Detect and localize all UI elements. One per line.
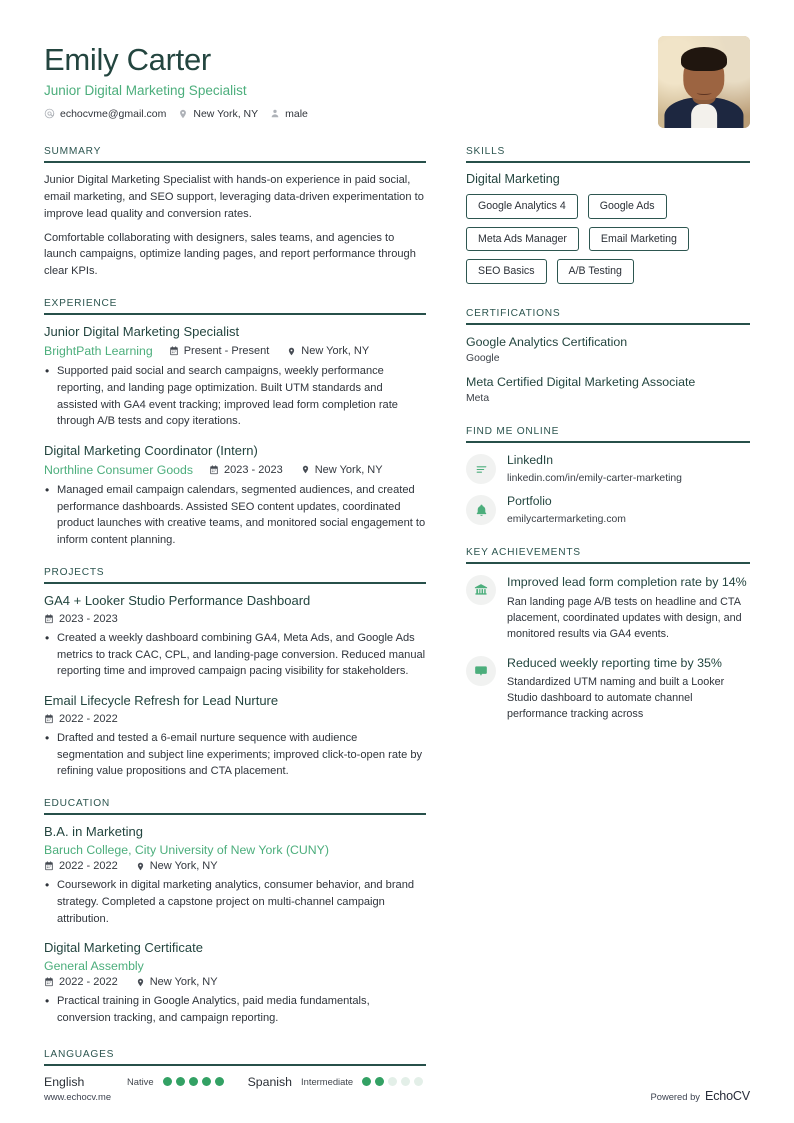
section-heading-education: EDUCATION bbox=[44, 798, 110, 810]
resume-header bbox=[44, 36, 750, 138]
left-column bbox=[44, 138, 426, 1089]
calendar-icon bbox=[209, 465, 219, 475]
calendar-icon bbox=[44, 614, 54, 624]
skill-chip: Google Analytics 4 bbox=[466, 194, 578, 219]
avatar-hair bbox=[681, 47, 727, 71]
footer-website[interactable]: www.echocv.me bbox=[44, 1090, 112, 1102]
skill-group-name: Digital Marketing bbox=[466, 172, 560, 186]
education-bullets bbox=[44, 877, 426, 927]
education-entry bbox=[44, 940, 426, 1026]
section-skills bbox=[466, 146, 750, 284]
bell-icon bbox=[466, 495, 496, 525]
online-link-text bbox=[507, 452, 682, 483]
experience-meta bbox=[44, 344, 426, 358]
contact-email bbox=[44, 108, 166, 120]
dot bbox=[163, 1077, 172, 1086]
language-level: Native bbox=[127, 1076, 154, 1088]
section-heading-projects: PROJECTS bbox=[44, 566, 105, 578]
education-school: Baruch College, City University of New York (CUNY) bbox=[44, 843, 329, 858]
location-pin-icon bbox=[136, 977, 145, 988]
experience-bullets bbox=[44, 482, 426, 549]
avatar bbox=[658, 36, 750, 128]
project-dates-value: 2023 - 2023 bbox=[59, 612, 118, 625]
language-item bbox=[44, 1075, 224, 1089]
project-dates-value: 2022 - 2022 bbox=[59, 712, 118, 725]
certification-item bbox=[466, 334, 750, 364]
experience-company: BrightPath Learning bbox=[44, 344, 153, 359]
section-certifications bbox=[466, 308, 750, 404]
dot bbox=[362, 1077, 371, 1086]
bank-icon bbox=[466, 575, 496, 605]
contact-location bbox=[178, 108, 258, 120]
dot bbox=[215, 1077, 224, 1086]
education-dates bbox=[44, 976, 118, 988]
achievement-title: Reduced weekly reporting time by 35% bbox=[507, 655, 722, 670]
education-dates bbox=[44, 860, 118, 872]
section-rule bbox=[466, 161, 750, 163]
experience-location bbox=[301, 464, 383, 476]
lines-icon bbox=[466, 454, 496, 484]
languages-list bbox=[44, 1075, 426, 1089]
experience-location bbox=[287, 345, 369, 357]
section-find-me-online bbox=[466, 426, 750, 525]
page-title: Emily Carter bbox=[44, 42, 211, 77]
online-link-url[interactable]: linkedin.com/in/emily-carter-marketing bbox=[507, 472, 682, 484]
section-education bbox=[44, 798, 426, 1027]
location-pin-icon bbox=[178, 108, 188, 120]
bullet-item: • Practical training in Google Analytics, paid media fundamentals, conversion tracking, and campaign reporting. bbox=[44, 993, 426, 1027]
project-title: Email Lifecycle Refresh for Lead Nurture bbox=[44, 693, 279, 709]
online-link-portfolio[interactable] bbox=[466, 493, 750, 525]
achievement-item bbox=[466, 654, 750, 723]
bullet-item: • Managed email campaign calendars, segmented audiences, and created performance dashboards. Assisted SEO content updates, coordinated product launches with creative teams, and monitored social engagement to inform content planning. bbox=[44, 482, 426, 549]
project-meta bbox=[44, 713, 426, 725]
experience-dates-value: Present - Present bbox=[183, 345, 270, 358]
avatar-smile bbox=[697, 90, 712, 95]
project-meta bbox=[44, 613, 426, 625]
experience-title: Junior Digital Marketing Specialist bbox=[44, 324, 240, 340]
certification-name: Google Analytics Certification bbox=[466, 335, 628, 350]
experience-meta bbox=[44, 463, 426, 477]
dot bbox=[401, 1077, 410, 1086]
calendar-icon bbox=[44, 977, 54, 987]
bullet-item: • Coursework in digital marketing analytics, consumer behavior, and brand strategy. Completed a capstone project on multi-channel campaign attribution. bbox=[44, 877, 426, 927]
project-entry bbox=[44, 593, 426, 680]
certification-issuer: Google bbox=[466, 353, 500, 365]
contact-location-value: New York, NY bbox=[193, 107, 259, 120]
skill-chip: Google Ads bbox=[588, 194, 667, 219]
education-location-value: New York, NY bbox=[149, 976, 218, 989]
dot bbox=[414, 1077, 423, 1086]
dot bbox=[176, 1077, 185, 1086]
section-heading-experience: EXPERIENCE bbox=[44, 298, 118, 310]
section-rule bbox=[44, 161, 426, 163]
language-proficiency-dots bbox=[362, 1077, 423, 1086]
project-entry bbox=[44, 693, 426, 780]
location-pin-icon bbox=[136, 861, 145, 872]
achievement-description: Standardized UTM naming and built a Looker Studio dashboard to automate channel performance tracking across bbox=[507, 676, 725, 720]
experience-dates bbox=[209, 464, 283, 476]
skill-chip: A/B Testing bbox=[557, 259, 634, 284]
experience-location-value: New York, NY bbox=[314, 463, 383, 476]
summary-paragraph-1: Junior Digital Marketing Specialist with hands-on experience in paid social, email marketing, and SEO support, leveraging data-driven experimentation to improve lead quality and conversion rates. bbox=[44, 174, 424, 220]
section-rule bbox=[466, 323, 750, 325]
skill-chip: Email Marketing bbox=[589, 227, 689, 252]
experience-dates-value: 2023 - 2023 bbox=[224, 463, 283, 476]
contact-email-value: echocvme@gmail.com bbox=[60, 107, 167, 120]
location-pin-icon bbox=[301, 464, 310, 475]
calendar-icon bbox=[44, 714, 54, 724]
summary-paragraph-2: Comfortable collaborating with designers, sales teams, and agencies to launch campaigns, optimize landing pages, and report performance through clear KPIs. bbox=[44, 231, 416, 278]
certification-item bbox=[466, 374, 750, 404]
skill-chip: SEO Basics bbox=[466, 259, 547, 284]
footer-powered-label: Powered by bbox=[650, 1091, 700, 1102]
dot bbox=[375, 1077, 384, 1086]
contact-gender-value: male bbox=[285, 107, 308, 120]
achievement-title: Improved lead form completion rate by 14% bbox=[507, 575, 747, 590]
contact-gender bbox=[270, 108, 308, 120]
language-level: Intermediate bbox=[301, 1076, 354, 1088]
section-heading-find-me-online: FIND ME ONLINE bbox=[466, 426, 560, 438]
dot bbox=[388, 1077, 397, 1086]
experience-location-value: New York, NY bbox=[301, 345, 370, 358]
section-projects bbox=[44, 567, 426, 780]
section-rule bbox=[44, 813, 426, 815]
project-bullets bbox=[44, 730, 426, 780]
at-icon bbox=[44, 108, 55, 119]
achievement-body bbox=[507, 573, 750, 642]
certification-issuer: Meta bbox=[466, 393, 490, 405]
achievement-description: Ran landing page A/B tests on headline and CTA placement, coordinated updates with design, and monitored results via GA4 events. bbox=[507, 595, 742, 640]
bullet-item: • Drafted and tested a 6-email nurture sequence with audience segmentation and subject line experiments; improved click-to-open rate by refining value propositions and CTA placement. bbox=[44, 730, 426, 780]
education-dates-value: 2022 - 2022 bbox=[59, 976, 118, 989]
section-rule bbox=[44, 582, 426, 584]
education-dates-value: 2022 - 2022 bbox=[59, 860, 118, 873]
project-title: GA4 + Looker Studio Performance Dashboard bbox=[44, 592, 311, 608]
section-rule bbox=[44, 1064, 426, 1066]
section-rule bbox=[466, 441, 750, 443]
resume-columns bbox=[44, 138, 750, 1089]
achievement-body bbox=[507, 654, 750, 723]
footer-powered-by bbox=[650, 1089, 750, 1103]
education-location bbox=[136, 860, 218, 872]
section-key-achievements bbox=[466, 547, 750, 723]
certification-name: Meta Certified Digital Marketing Associate bbox=[466, 375, 696, 390]
speech-bubble-icon bbox=[466, 656, 496, 686]
dot bbox=[202, 1077, 211, 1086]
project-dates bbox=[44, 613, 118, 625]
project-dates bbox=[44, 713, 118, 725]
right-column bbox=[466, 138, 750, 723]
online-link-url[interactable]: emilycartermarketing.com bbox=[507, 513, 626, 525]
section-languages bbox=[44, 1049, 426, 1089]
avatar-shirt bbox=[691, 104, 717, 128]
person-icon bbox=[270, 108, 280, 119]
education-school: General Assembly bbox=[44, 959, 144, 974]
footer-brand: EchoCV bbox=[705, 1089, 750, 1103]
section-heading-certifications: CERTIFICATIONS bbox=[466, 308, 561, 320]
online-link-linkedin[interactable] bbox=[466, 452, 750, 484]
section-rule bbox=[44, 313, 426, 315]
education-meta bbox=[44, 976, 426, 988]
online-link-text bbox=[507, 493, 626, 524]
language-item bbox=[248, 1075, 424, 1089]
section-heading-languages: LANGUAGES bbox=[44, 1048, 115, 1060]
header-identity bbox=[44, 36, 314, 120]
bullet-item: • Created a weekly dashboard combining GA4, Meta Ads, and Google Ads metrics to track CAC, CPL, and landing-page conversion. Reduced manual reporting time and improved campaign pacing visibility for stakeholders. bbox=[44, 630, 426, 680]
section-experience bbox=[44, 298, 426, 549]
page-footer bbox=[44, 1089, 750, 1103]
calendar-icon bbox=[169, 346, 179, 356]
education-location bbox=[136, 976, 218, 988]
section-heading-summary: SUMMARY bbox=[44, 146, 102, 157]
education-entry bbox=[44, 824, 426, 927]
online-link-label: Portfolio bbox=[507, 494, 552, 509]
skill-chip: Meta Ads Manager bbox=[466, 227, 579, 252]
language-name: Spanish bbox=[247, 1074, 293, 1089]
language-proficiency-dots bbox=[163, 1077, 224, 1086]
experience-entry bbox=[44, 324, 426, 430]
experience-bullets bbox=[44, 363, 426, 430]
education-location-value: New York, NY bbox=[149, 860, 218, 873]
calendar-icon bbox=[44, 861, 54, 871]
experience-dates bbox=[169, 345, 270, 357]
skill-chips bbox=[466, 194, 750, 284]
job-title: Junior Digital Marketing Specialist bbox=[44, 82, 247, 98]
section-heading-key-achievements: KEY ACHIEVEMENTS bbox=[466, 547, 581, 559]
experience-title: Digital Marketing Coordinator (Intern) bbox=[44, 443, 258, 459]
location-pin-icon bbox=[287, 346, 296, 357]
education-bullets bbox=[44, 993, 426, 1027]
contact-row bbox=[44, 108, 314, 120]
avatar-bookshelf bbox=[722, 67, 750, 104]
education-meta bbox=[44, 860, 426, 872]
achievement-item bbox=[466, 573, 750, 642]
section-summary bbox=[44, 146, 426, 280]
project-bullets bbox=[44, 630, 426, 680]
experience-entry bbox=[44, 443, 426, 549]
experience-company: Northline Consumer Goods bbox=[44, 462, 193, 477]
online-link-label: LinkedIn bbox=[507, 453, 554, 468]
dot bbox=[189, 1077, 198, 1086]
education-degree: Digital Marketing Certificate bbox=[44, 940, 203, 956]
section-heading-skills: SKILLS bbox=[466, 146, 506, 157]
section-rule bbox=[466, 562, 750, 564]
language-name: English bbox=[44, 1074, 85, 1089]
bullet-item: • Supported paid social and search campaigns, weekly performance reporting, and landing page optimization. Built UTM standards and assisted with GA4 event tracking; improved lead form completion rate through A/B tests and copy iterations. bbox=[44, 363, 426, 430]
education-degree: B.A. in Marketing bbox=[44, 824, 143, 840]
